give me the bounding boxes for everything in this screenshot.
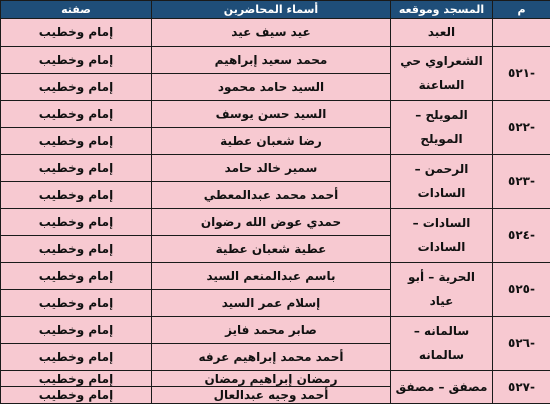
- table-row: [1, 19, 550, 47]
- header-num: م: [493, 1, 550, 19]
- entry-number: -٥٢٥: [493, 262, 550, 316]
- table-row: [1, 46, 550, 73]
- table-row: [1, 316, 550, 343]
- mosque-cell: المويلح – المويلح: [391, 100, 493, 154]
- lecturer-name: أحمد محمد عبدالمعطي: [152, 181, 391, 208]
- entry-number: [493, 19, 550, 47]
- lecturer-role: إمام وخطيب: [1, 19, 152, 47]
- entry-number: -٥٢٢: [493, 100, 550, 154]
- table-row: [1, 208, 550, 235]
- lecturer-name: رمضان إبراهيم رمضان: [152, 370, 391, 387]
- entry-number: -٥٢٧: [493, 370, 550, 403]
- lecturer-name: عطية شعبان عطية: [152, 235, 391, 262]
- lecturer-role: إمام وخطيب: [1, 46, 152, 73]
- lecturer-role: إمام وخطيب: [1, 262, 152, 289]
- lecturer-role: إمام وخطيب: [1, 100, 152, 127]
- entry-number: -٥٢٦: [493, 316, 550, 370]
- mosque-cell: الشعراوي حي الساعنة: [391, 46, 493, 100]
- lecturer-role: إمام وخطيب: [1, 235, 152, 262]
- lecturer-name: محمد سعيد إبراهيم: [152, 46, 391, 73]
- table-row: [1, 262, 550, 289]
- lecturer-role: إمام وخطيب: [1, 208, 152, 235]
- lecturer-role: إمام وخطيب: [1, 127, 152, 154]
- mosque-cell: سالمانه – سالمانه: [391, 316, 493, 370]
- lecturer-role: إمام وخطيب: [1, 316, 152, 343]
- lecturer-name: سمير خالد حامد: [152, 154, 391, 181]
- lecturer-name: باسم عبدالمنعم السيد: [152, 262, 391, 289]
- mosque-cell: السادات – السادات: [391, 208, 493, 262]
- entry-number: -٥٢١: [493, 46, 550, 100]
- entry-number: -٥٢٤: [493, 208, 550, 262]
- header-row: [1, 1, 550, 19]
- header-mosque: المسجد وموقعه: [391, 1, 493, 19]
- lecturer-role: إمام وخطيب: [1, 289, 152, 316]
- lecturer-name: عيد سيف عيد: [152, 19, 391, 47]
- lecturer-role: إمام وخطيب: [1, 73, 152, 100]
- mosque-cell: العبد: [391, 19, 493, 47]
- lecturer-role: إمام وخطيب: [1, 181, 152, 208]
- table-row: [1, 100, 550, 127]
- lecturer-role: إمام وخطيب: [1, 154, 152, 181]
- lecturer-name: السيد حامد محمود: [152, 73, 391, 100]
- lecturer-name: أحمد محمد إبراهيم عرفه: [152, 343, 391, 370]
- entry-number: -٥٢٣: [493, 154, 550, 208]
- table-row: [1, 154, 550, 181]
- lecturer-role: إمام وخطيب: [1, 387, 152, 404]
- mosque-cell: الحرية – أبو عياد: [391, 262, 493, 316]
- lecturer-name: صابر محمد فايز: [152, 316, 391, 343]
- mosque-cell: مصفق – مصفق: [391, 370, 493, 403]
- mosque-cell: الرحمن – السادات: [391, 154, 493, 208]
- lecturer-name: أحمد وجيه عبدالعال: [152, 387, 391, 404]
- lecturer-name: السيد حسن يوسف: [152, 100, 391, 127]
- header-names: أسماء المحاضرين: [152, 1, 391, 19]
- lecturer-name: إسلام عمر السيد: [152, 289, 391, 316]
- lecturer-role: إمام وخطيب: [1, 343, 152, 370]
- lecturer-role: إمام وخطيب: [1, 370, 152, 387]
- lecturer-name: حمدي عوض الله رضوان: [152, 208, 391, 235]
- header-role: صفته: [1, 1, 152, 19]
- lecturer-name: رضا شعبان عطية: [152, 127, 391, 154]
- table-row: [1, 370, 550, 387]
